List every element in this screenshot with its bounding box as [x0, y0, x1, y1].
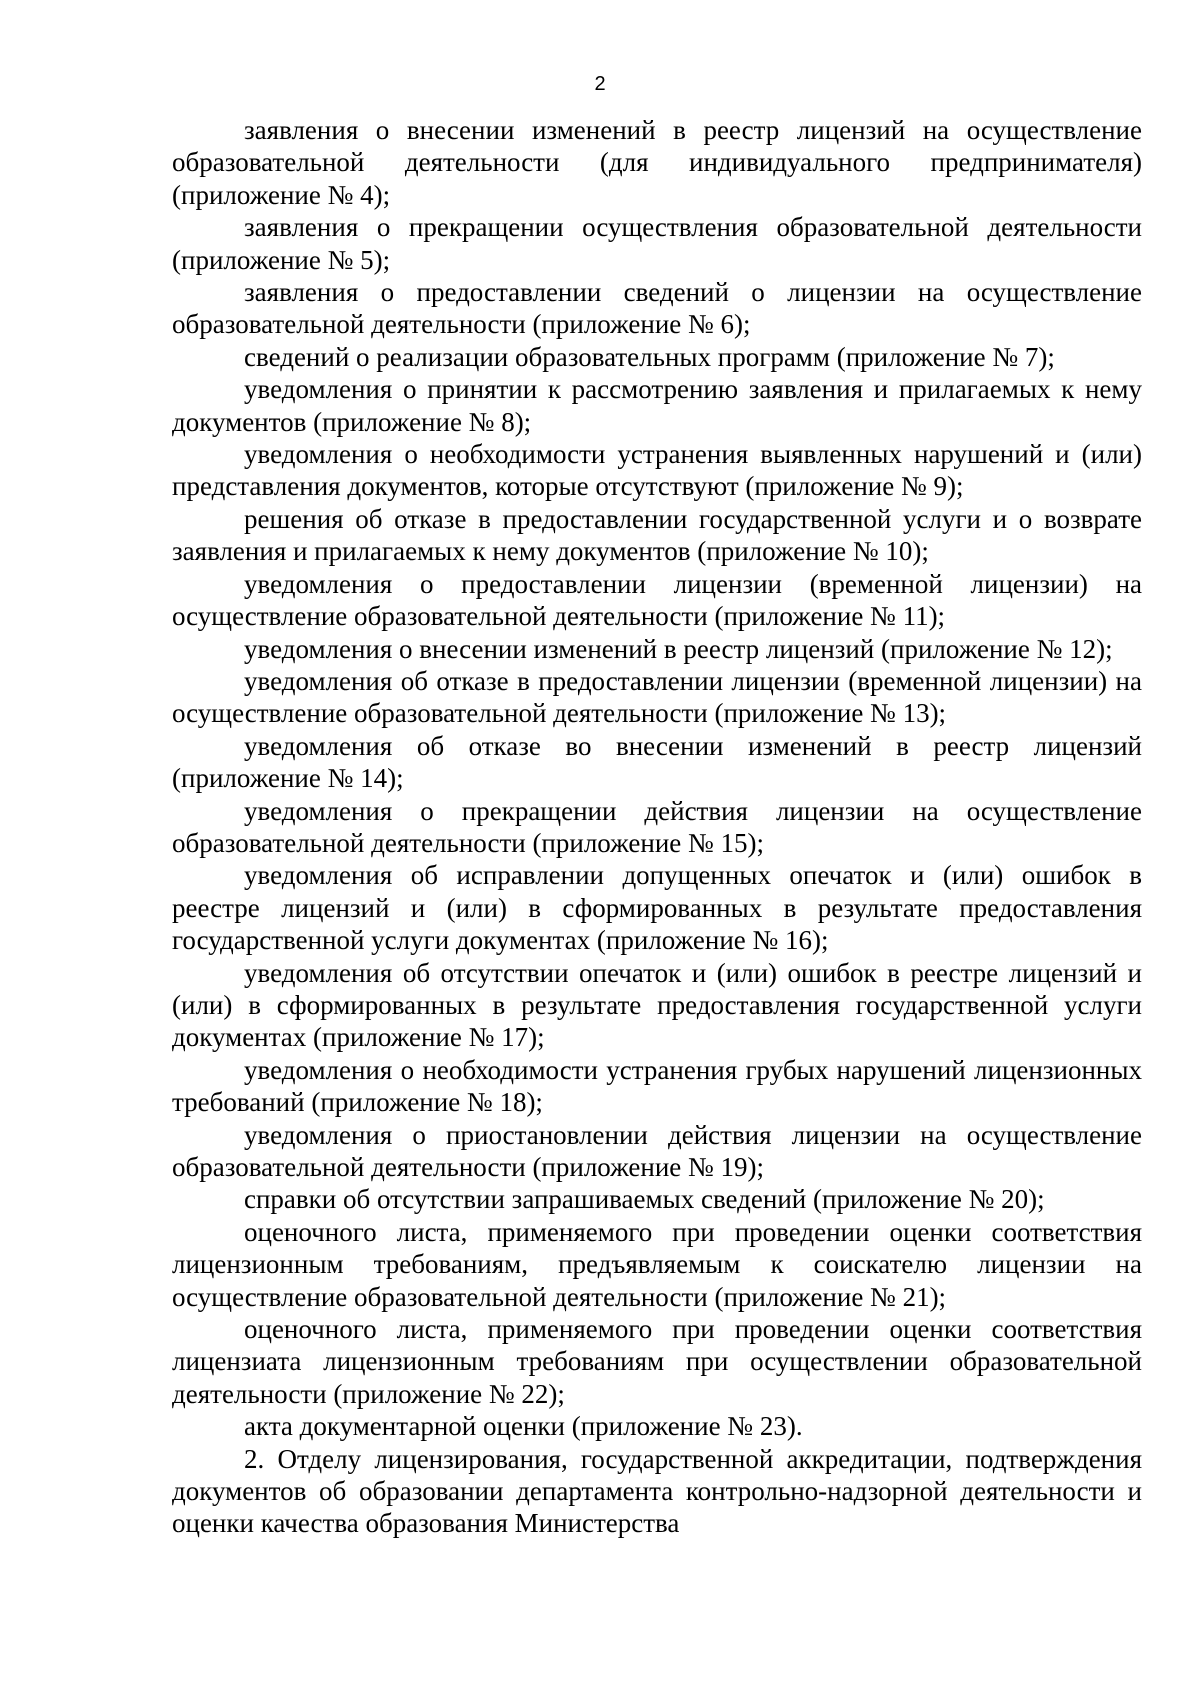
- paragraph-appendix-15: уведомления о прекращении действия лицензии на осуществление образовательной деятельности (приложение № 15);: [172, 795, 1142, 858]
- paragraph-appendix-5: заявления о прекращении осуществления образовательной деятельности (приложение № 5);: [172, 212, 1142, 275]
- paragraph-appendix-20: справки об отсутствии запрашиваемых сведений (приложение № 20);: [244, 1184, 1045, 1215]
- paragraph-appendix-11: уведомления о предоставлении лицензии (временной лицензии) на осуществление образовательной деятельности (приложение № 11);: [172, 568, 1142, 632]
- paragraph-appendix-4: заявления о внесении изменений в реестр лицензий на осуществление образовательной деятельности (для индивидуального предпринимателя) (приложение № 4);: [172, 115, 1142, 210]
- paragraph-appendix-9: уведомления о необходимости устранения выявленных нарушений и (или) представления документов, которые отсутствуют (приложение № 9);: [172, 439, 1142, 502]
- paragraph-appendix-21: оценочного листа, применяемого при проведении оценки соответствия лицензионным требованиям, предъявляемым к соискателю лицензии на осуществление образовательной деятельности (приложение № 21);: [172, 1216, 1142, 1312]
- paragraph-item-2: 2. Отделу лицензирования, государственной аккредитации, подтверждения документов об образовании департамента контрольно-надзорной деятельности и оценки качества образования Министерства: [172, 1443, 1142, 1539]
- paragraph-appendix-22: оценочного листа, применяемого при проведении оценки соответствия лицензиата лицензионным требованиям при осуществлении образовательной деятельности (приложение № 22);: [172, 1314, 1142, 1409]
- paragraph-appendix-14: уведомления об отказе во внесении изменений в реестр лицензий (приложение № 14);: [172, 730, 1142, 794]
- page-number: 2: [594, 73, 606, 95]
- paragraph-appendix-16: уведомления об исправлении допущенных опечаток и (или) ошибок в реестре лицензий и (или) в сформированных в результате предоставления государственной услуги документах (приложение № 16);: [172, 860, 1142, 956]
- paragraph-appendix-8: уведомления о принятии к рассмотрению заявления и прилагаемых к нему документов (приложение № 8);: [172, 374, 1142, 437]
- paragraph-appendix-7: сведений о реализации образовательных программ (приложение № 7);: [244, 341, 1055, 372]
- paragraph-appendix-17: уведомления об отсутствии опечаток и (или) ошибок в реестре лицензий и (или) в сформированных в результате предоставления государственной услуги документах (приложение № 17);: [172, 957, 1142, 1053]
- document-body: [172, 114, 1142, 1540]
- paragraph-appendix-12: уведомления о внесении изменений в реестр лицензий (приложение № 12);: [244, 633, 1113, 664]
- paragraph-appendix-23: акта документарной оценки (приложение № 23).: [244, 1411, 803, 1442]
- paragraph-appendix-18: уведомления о необходимости устранения грубых нарушений лицензионных требований (приложение № 18);: [172, 1054, 1142, 1118]
- paragraph-appendix-6: заявления о предоставлении сведений о лицензии на осуществление образовательной деятельности (приложение № 6);: [172, 277, 1142, 340]
- paragraph-appendix-13: уведомления об отказе в предоставлении лицензии (временной лицензии) на осуществление образовательной деятельности (приложение № 13);: [172, 665, 1142, 729]
- paragraph-appendix-19: уведомления о приостановлении действия лицензии на осуществление образовательной деятельности (приложение № 19);: [172, 1119, 1142, 1182]
- paragraph-appendix-10: решения об отказе в предоставлении государственной услуги и о возврате заявления и прилагаемых к нему документов (приложение № 10);: [172, 503, 1142, 567]
